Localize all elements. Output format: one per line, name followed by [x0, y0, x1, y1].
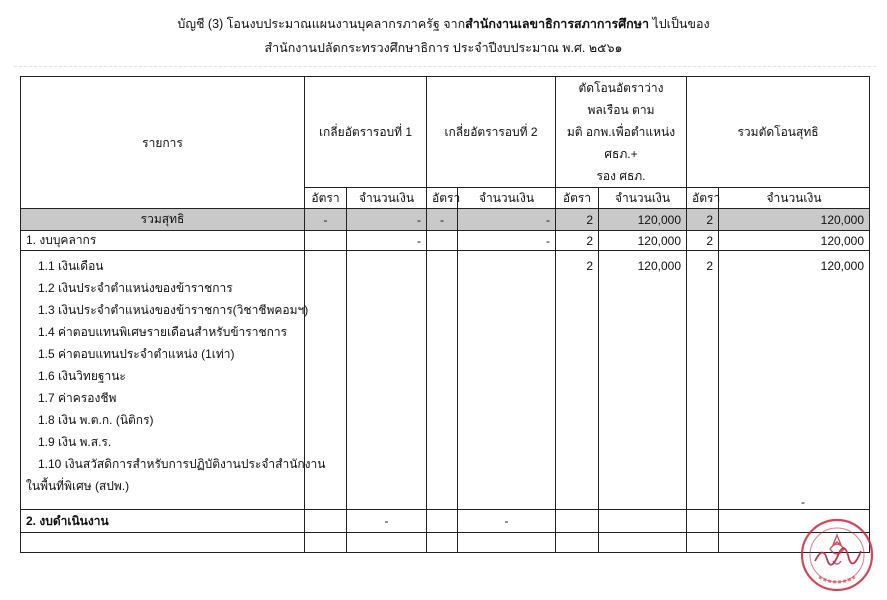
list-item: 1.4 ค่าตอบแทนพิเศษรายเดือนสำหรับข้าราชการ [38, 325, 288, 339]
cell-value: 120,000 [599, 209, 687, 231]
cell-value: - [458, 209, 556, 231]
list-item: 1.10 เงินสวัสดิการสำหรับการปฏิบัติงานประจำสำนักงาน [38, 457, 326, 471]
cell-value: 2 [687, 209, 719, 231]
operating-label: 2. งบดำเนินงาน [21, 510, 305, 533]
cell-empty [427, 533, 458, 553]
cell-empty [556, 533, 599, 553]
header-transfer [556, 77, 687, 188]
header-round1: เกลี่ยอัตรารอบที่ 1 [305, 77, 427, 188]
total-row [21, 209, 870, 231]
cell-empty [687, 510, 719, 533]
cell-empty [458, 533, 556, 553]
item1-net-rate: 2 [706, 259, 713, 273]
header-rate: อัตรา [687, 188, 719, 209]
cell-empty [305, 533, 347, 553]
cell-value: 120,000 [719, 231, 870, 251]
cell-empty [305, 510, 347, 533]
cell-value: 2 [687, 231, 719, 251]
total-label: รวมสุทธิ [21, 209, 305, 231]
item1-transfer-rate: 2 [586, 259, 593, 273]
item-list [26, 251, 326, 497]
operating-row [21, 510, 870, 533]
header-net: รวมตัดโอนสุทธิ [687, 77, 870, 188]
budget-transfer-table [20, 76, 870, 553]
list-item: 1.2 เงินประจำตำแหน่งของข้าราชการ [38, 281, 233, 295]
separator-line [14, 66, 876, 67]
item1-net-amount: 120,000 [820, 259, 865, 273]
cell-empty [458, 251, 556, 510]
item1-transfer-amount: 120,000 [637, 259, 681, 273]
header-rate: อัตรา [305, 188, 347, 209]
list-item: 1.9 เงิน พ.ส.ร. [38, 435, 112, 449]
cell-value: - [458, 510, 556, 533]
cell-value [599, 251, 687, 510]
cell-empty [427, 251, 458, 510]
cell-value [687, 251, 719, 510]
cell-value [556, 251, 599, 510]
list-item: 1.3 เงินประจำตำแหน่งของข้าราชการ(วิชาชีพคอมฯ) [38, 303, 309, 317]
cell-empty [687, 533, 719, 553]
cell-empty [347, 533, 427, 553]
header-transfer-line1: ตัดโอนอัตราว่างพลเรือน ตาม [578, 81, 664, 117]
personnel-row [21, 231, 870, 251]
title-suffix: ไปเป็นของ [648, 17, 710, 31]
cell-empty [427, 231, 458, 251]
blank-row [21, 533, 870, 553]
cell-empty [599, 533, 687, 553]
document-title-line1 [0, 14, 887, 34]
group-header-row [21, 77, 870, 188]
title-prefix: บัญชี (3) โอนงบประมาณแผนงานบุคลากรภาครัฐ จาก [177, 17, 466, 31]
cell-value: - [347, 209, 427, 231]
cell-empty [556, 510, 599, 533]
header-round2: เกลี่ยอัตรารอบที่ 2 [427, 77, 556, 188]
cell-value: 120,000 [719, 209, 870, 231]
personnel-items-row [21, 251, 870, 510]
cell-value: 120,000 [599, 231, 687, 251]
page-mark: . [296, 70, 299, 79]
header-rate: อัตรา [427, 188, 458, 209]
cell-value: 2 [556, 231, 599, 251]
list-item: 1.8 เงิน พ.ต.ก. (นิติกร) [38, 413, 154, 427]
list-item-continuation: ในพื้นที่พิเศษ (สปพ.) [26, 479, 130, 493]
header-transfer-line2: มติ อกพ.เพื่อตำแหน่ง ศธภ.+ [566, 125, 676, 161]
header-rate: อัตรา [556, 188, 599, 209]
header-transfer-line3: รอง ศธภ. [596, 169, 646, 183]
cell-empty [347, 251, 427, 510]
list-item: 1.1 เงินเดือน [38, 259, 104, 273]
document-title-line2: สำนักงานปลัดกระทรวงศึกษาธิการ ประจำปีงบประมาณ พ.ศ. ๒๕๖๑ [264, 41, 623, 55]
cell-value: - [305, 209, 347, 231]
cell-value: 2 [556, 209, 599, 231]
cell-value: - [427, 209, 458, 231]
cell-empty [305, 231, 347, 251]
list-item: 1.7 ค่าครองชีพ [38, 391, 117, 405]
cell-empty [599, 510, 687, 533]
header-amount: จำนวนเงิน [458, 188, 556, 209]
cell-value: - [347, 231, 427, 251]
cell-empty [21, 533, 305, 553]
header-amount: จำนวนเงิน [599, 188, 687, 209]
cell-value: - [458, 231, 556, 251]
header-item: รายการ [21, 77, 305, 209]
list-item: 1.6 เงินวิทยฐานะ [38, 369, 126, 383]
title-agency: สำนักงานเลขาธิการสภาการศึกษา [465, 17, 649, 31]
item-list-cell [21, 251, 326, 510]
cell-value [719, 251, 870, 510]
header-amount: จำนวนเงิน [719, 188, 870, 209]
header-amount: จำนวนเงิน [347, 188, 427, 209]
cell-value: - [347, 510, 427, 533]
personnel-label: 1. งบบุคลากร [21, 231, 305, 251]
stamp-dash: - [801, 495, 805, 509]
list-item: 1.5 ค่าตอบแทนประจำตำแหน่ง (1เท่า) [38, 347, 235, 361]
cell-empty [427, 510, 458, 533]
official-stamp [797, 515, 877, 595]
